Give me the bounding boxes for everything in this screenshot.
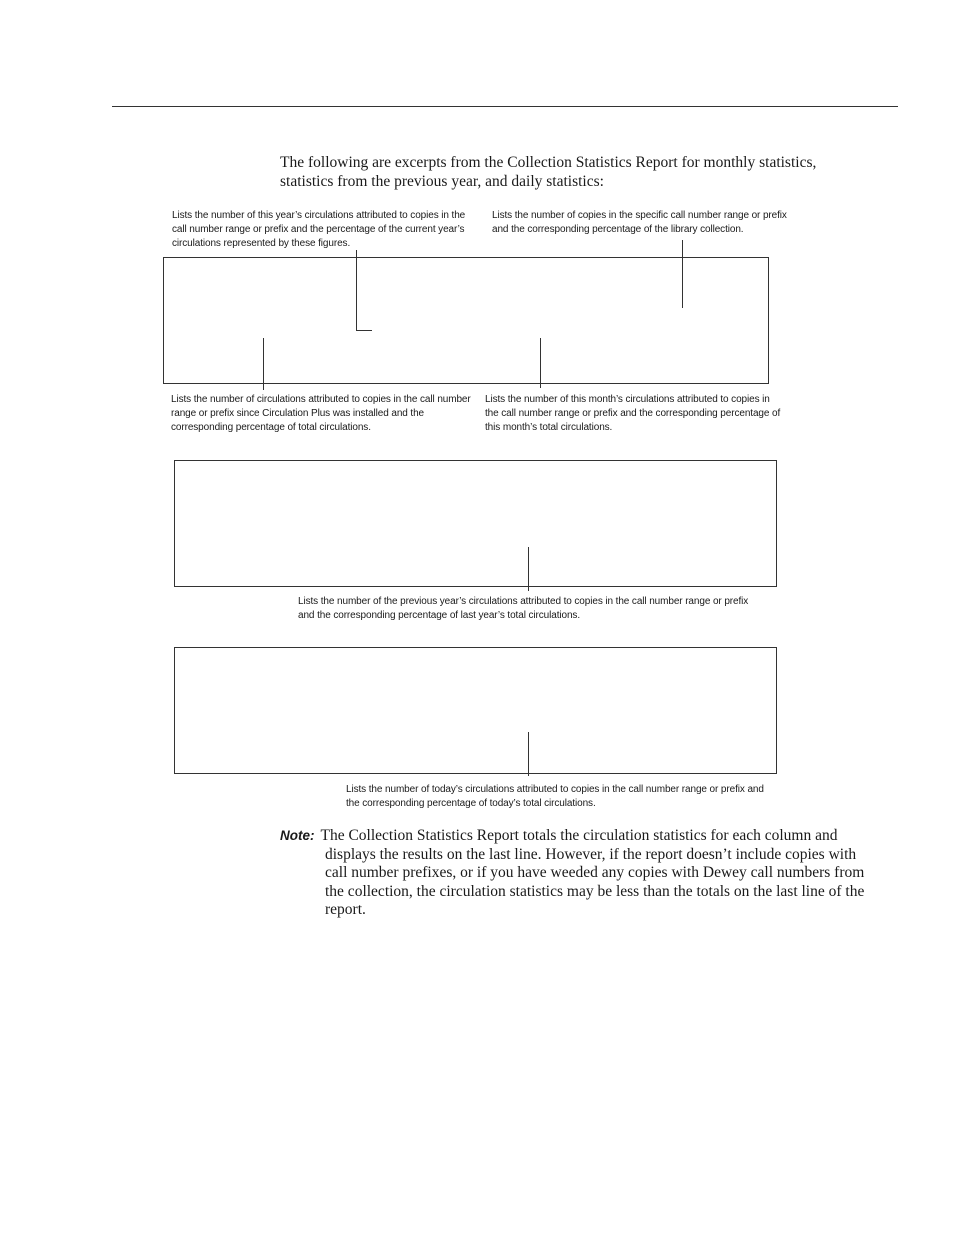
leader-tick-this-year xyxy=(356,330,372,331)
leader-line-this-year xyxy=(356,250,357,331)
header-rule xyxy=(112,106,898,107)
callout-this-year: Lists the number of this year’s circulations attributed to copies in the call number range or prefix and the percentage of the current year’s circulations represented by these figures. xyxy=(172,210,466,249)
callout-since-install: Lists the number of circulations attributed to copies in the call number range or prefix since Circulation Plus was installed and the corresponding percentage of total circulations. xyxy=(171,394,471,433)
note-text: The Collection Statistics Report totals the circulation statistics for each column and displays the results on the last line. However, if the report doesn’t include copies with call number prefixes, or if you have weeded any copies with Dewey call numbers from the collection, the circulation statistics may be less than the totals on the last line of the report. xyxy=(320,827,865,918)
leader-line-since-install xyxy=(263,338,264,390)
leader-line-copies xyxy=(682,240,683,308)
note-label: Note: xyxy=(280,828,315,843)
daily-statistics-excerpt xyxy=(174,647,777,774)
note-paragraph xyxy=(280,827,870,920)
previous-year-statistics-excerpt xyxy=(174,460,777,587)
leader-line-today xyxy=(528,732,529,776)
monthly-statistics-excerpt xyxy=(163,257,769,384)
leader-line-previous-year xyxy=(528,547,529,591)
callout-copies: Lists the number of copies in the specific call number range or prefix and the corresponding percentage of the library collection. xyxy=(492,210,787,235)
intro-paragraph: The following are excerpts from the Collection Statistics Report for monthly statistics, statistics from the previous year, and daily statistics: xyxy=(280,154,817,190)
leader-line-this-month xyxy=(540,338,541,388)
callout-this-month: Lists the number of this month’s circulations attributed to copies in the call number range or prefix and the corresponding percentage of this month’s total circulations. xyxy=(485,394,781,433)
callout-previous-year: Lists the number of the previous year’s circulations attributed to copies in the call number range or prefix and the corresponding percentage of last year’s total circulations. xyxy=(298,596,749,621)
callout-today: Lists the number of today’s circulations attributed to copies in the call number range or prefix and the corresponding percentage of today’s total circulations. xyxy=(346,784,764,809)
